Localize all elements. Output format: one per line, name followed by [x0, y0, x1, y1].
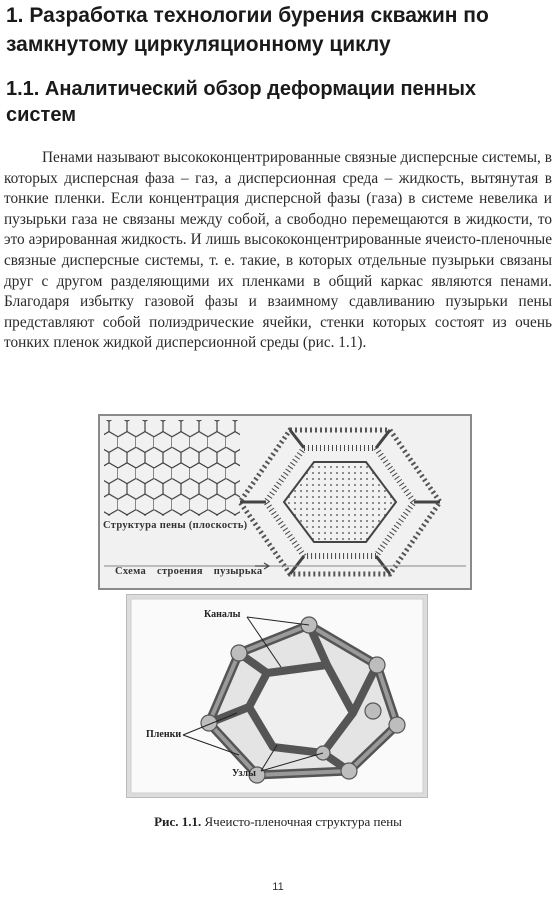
chapter-heading: 1. Разработка технологии бурения скважин по замкнутому циркуляционному циклу — [6, 4, 489, 56]
nodes-label: Узлы — [232, 768, 256, 779]
caption-text: Ячеисто-пленочная структура пены — [204, 814, 402, 829]
bubble-core — [284, 462, 396, 542]
films-label: Пленки — [146, 729, 182, 740]
hex-lattice — [104, 420, 240, 516]
channels-label: Каналы — [204, 609, 241, 620]
foam-structure-drawing — [100, 416, 470, 588]
polyhedral-cell-figure — [126, 594, 428, 798]
foam-structure-figure — [98, 414, 472, 590]
body-paragraph: Пенами называют высококонцентрированные связные дисперсные системы, в которых дисперсная фаза – газ, а дисперсионная среда – жидкость, вытянутая в тонкие пленки. Если концентрация дисперсной фазы (газа) в системе невелика и пузырьки газа не связаны между собой, а свободно перемещаются в жидкости, то это аэрированная жидкость. И лишь высококонцентрированные ячеисто-пленочные связные дисперсные системы, т. е. такие, в которых отдельные пузырьки связаны друг с другом разделяющими их пленками в общий каркас являются пенами. Благодаря избытку газовой фазы и взаимному сдавливанию пузырьки пены представляют собой полиэдрические ячейки, стенки которых состоят из очень тонких пленок жидкой дисперсионной среды (рис. 1.1). — [4, 149, 552, 352]
polyhedral-cell-drawing — [127, 595, 427, 797]
section-heading: 1.1. Аналитический обзор деформации пенных систем — [6, 78, 477, 126]
figure-caption — [0, 814, 556, 830]
foam-structure-label: Структура пены (плоскость) — [103, 520, 248, 531]
page-number: 11 — [272, 881, 284, 893]
caption-label: Рис. 1.1. — [154, 814, 202, 829]
bubble-scheme-label: Схема строения пузырька — [115, 566, 263, 577]
